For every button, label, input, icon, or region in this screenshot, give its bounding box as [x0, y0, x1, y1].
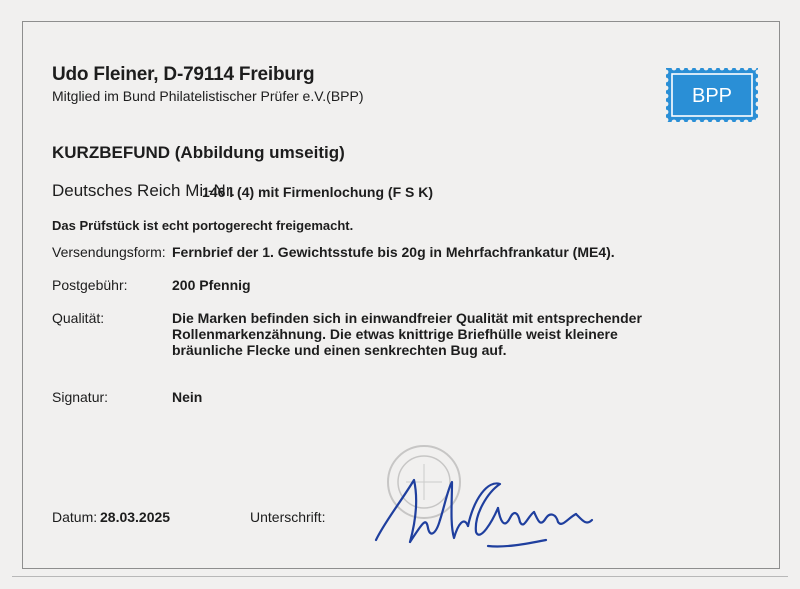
- item-catalog-number: 146 I (4) mit Firmenlochung (F S K): [202, 184, 434, 200]
- signature-field-value: Nein: [172, 389, 203, 405]
- bpp-logo: [664, 66, 760, 124]
- handwritten-signature: [370, 468, 600, 553]
- fee-value: 200 Pfennig: [172, 277, 251, 293]
- date-value: 28.03.2025: [100, 509, 171, 525]
- shipping-label: Versendungsform:: [52, 244, 166, 260]
- shipping-value: Fernbrief der 1. Gewichtsstufe bis 20g in Mehrfachfrankatur (ME4).: [172, 244, 615, 260]
- bpp-logo-text: BPP: [691, 85, 733, 107]
- expert-membership: Mitglied im Bund Philatelistischer Prüfer e.V.(BPP): [52, 88, 364, 104]
- signature-field-label: Signatur:: [52, 389, 109, 405]
- signature-label: Unterschrift:: [250, 509, 326, 525]
- item-catalog-prefix: Deutsches Reich Mi.-Nr.: [52, 181, 236, 200]
- page-edge-line: [12, 576, 788, 577]
- quality-value: Die Marken befinden sich in einwandfreier Qualität mit entsprechender Rollenmarkenzähnung. Die etwas knittrige Briefhülle weist kleinere bräunliche Flecke und einen senkrechten Bug auf.: [172, 310, 642, 358]
- expert-name: Udo Fleiner, D-79114 Freiburg: [52, 64, 315, 85]
- quality-label: Qualität:: [52, 310, 105, 326]
- date-label: Datum:: [52, 509, 98, 525]
- fee-label: Postgebühr:: [52, 277, 128, 293]
- verdict-text: Das Prüfstück ist echt portogerecht freigemacht.: [52, 218, 354, 233]
- document-title: KURZBEFUND (Abbildung umseitig): [52, 143, 345, 162]
